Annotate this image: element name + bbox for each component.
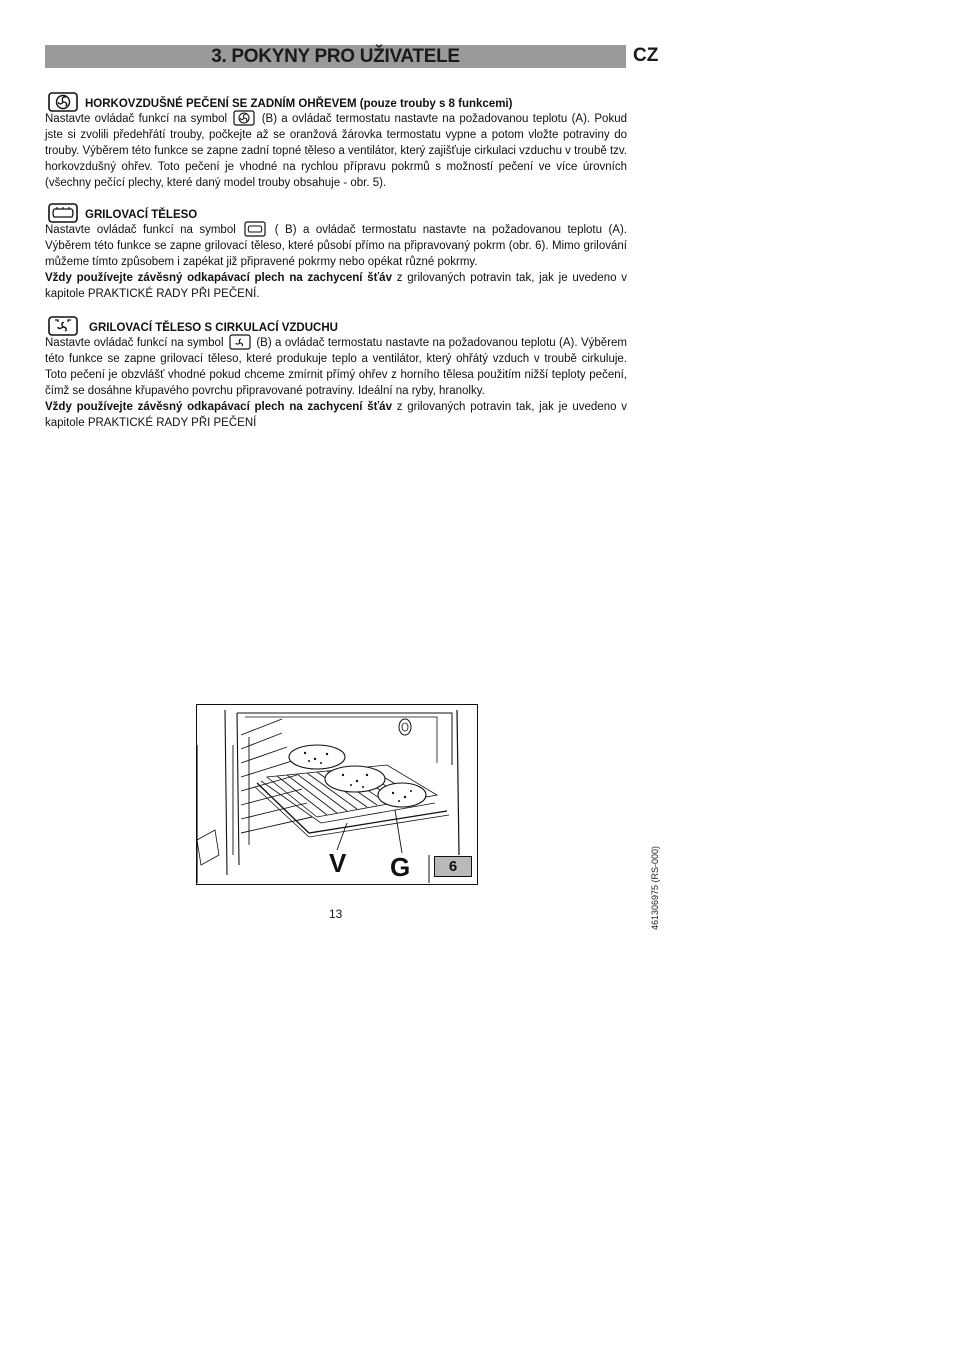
section-heading bbox=[45, 92, 627, 110]
note-bold: Vždy používejte závěsný odkapávací plech na zachycení šťáv bbox=[45, 401, 392, 414]
header-bar bbox=[45, 45, 626, 68]
section-paragraph bbox=[45, 110, 627, 191]
grill-fan-icon bbox=[229, 334, 251, 350]
grill-icon bbox=[48, 203, 78, 223]
language-code: CZ bbox=[633, 45, 659, 66]
paragraph-text: (B) a ovládač termostatu nastavte na požadovanou teplotu (A). Výběrem této funkce se zapne grilovací těleso, které produkuje teplo a ventilátor, který ohřátý vzduch v troubě cirkuluje. Toto pečení je obzvlášť vhodné pokud chceme zmírnit přímý ohřev z horního tělesa použitím nižší teploty pečení, čímž se dosáhne křupavého povrchu připravované potraviny. Ideální na ryby, hranolky. bbox=[45, 337, 627, 398]
paragraph-text: Nastavte ovládač funkcí na symbol bbox=[45, 224, 236, 236]
grill-icon bbox=[244, 221, 266, 237]
section-title: HORKOVZDUŠNÉ PEČENÍ SE ZADNÍM OHŘEVEM (pouze trouby s 8 funkcemi) bbox=[85, 98, 513, 110]
page-number: 13 bbox=[329, 907, 343, 921]
label-v: V bbox=[329, 848, 347, 878]
section-fan-oven bbox=[45, 92, 627, 191]
grill-fan-icon bbox=[48, 316, 78, 336]
fan-oven-icon bbox=[233, 110, 255, 126]
section-paragraph bbox=[45, 334, 627, 399]
paragraph-text: Nastavte ovládač funkcí na symbol bbox=[45, 337, 224, 349]
fan-oven-icon bbox=[48, 92, 78, 112]
paragraph-text: Nastavte ovládač funkcí na symbol bbox=[45, 113, 228, 125]
section-heading bbox=[45, 203, 627, 221]
section-title: GRILOVACÍ TĚLESO bbox=[85, 209, 198, 221]
paragraph-text: ( B) a ovládač termostatu nastavte na požadovanou teplotu (A). Výběrem této funkce se zapne grilovací těleso, které působí přímo na připravovaný pokrm (obr. 6). Mimo grilování můžeme tímto způsobem i zapékat již připravené pokrmy nebo opékat různé pokrmy. bbox=[45, 224, 627, 269]
section-grill-fan bbox=[45, 316, 627, 432]
page-title: 3. POKYNY PRO UŽIVATELE bbox=[211, 46, 460, 67]
document-code: 461306975 (RS-000) bbox=[650, 845, 660, 930]
section-note bbox=[45, 270, 627, 302]
figure-number: 6 bbox=[434, 856, 472, 877]
section-paragraph bbox=[45, 221, 627, 270]
note-text: z grilovaných potravin tak, jak je uvedeno v kapitole PRAKTICKÉ RADY PŘI PEČENÍ bbox=[45, 401, 627, 430]
note-text: z grilovaných potravin tak, jak je uvedeno v kapitole PRAKTICKÉ RADY PŘI PEČENÍ. bbox=[45, 272, 627, 301]
section-heading bbox=[45, 316, 627, 334]
note-bold: Vždy používejte závěsný odkapávací plech na zachycení šťáv bbox=[45, 272, 392, 285]
section-title: GRILOVACÍ TĚLESO S CIRKULACÍ VZDUCHU bbox=[89, 322, 338, 334]
paragraph-text: (B) a ovládač termostatu nastavte na požadovanou teplotu (A). Pokud jste si zvolili předehřátí trouby, počkejte až se oranžová žárovka termostatu vypne a potom vložte potraviny do trouby. Výběrem této funkce se zapne zadní topné těleso a ventilátor, který zajišťuje cirkulaci vzduchu v troubě tzv. horkovzdušný ohřev. Toto pečení je vhodné na rychlou přípravu pokrmů s možností pečení ve více úrovních (všechny pečící plechy, které daný model trouby obsahuje - obr. 5). bbox=[45, 113, 627, 190]
section-note bbox=[45, 399, 627, 431]
section-grill bbox=[45, 203, 627, 302]
oven-figure bbox=[196, 704, 478, 885]
label-g: G bbox=[390, 852, 411, 882]
